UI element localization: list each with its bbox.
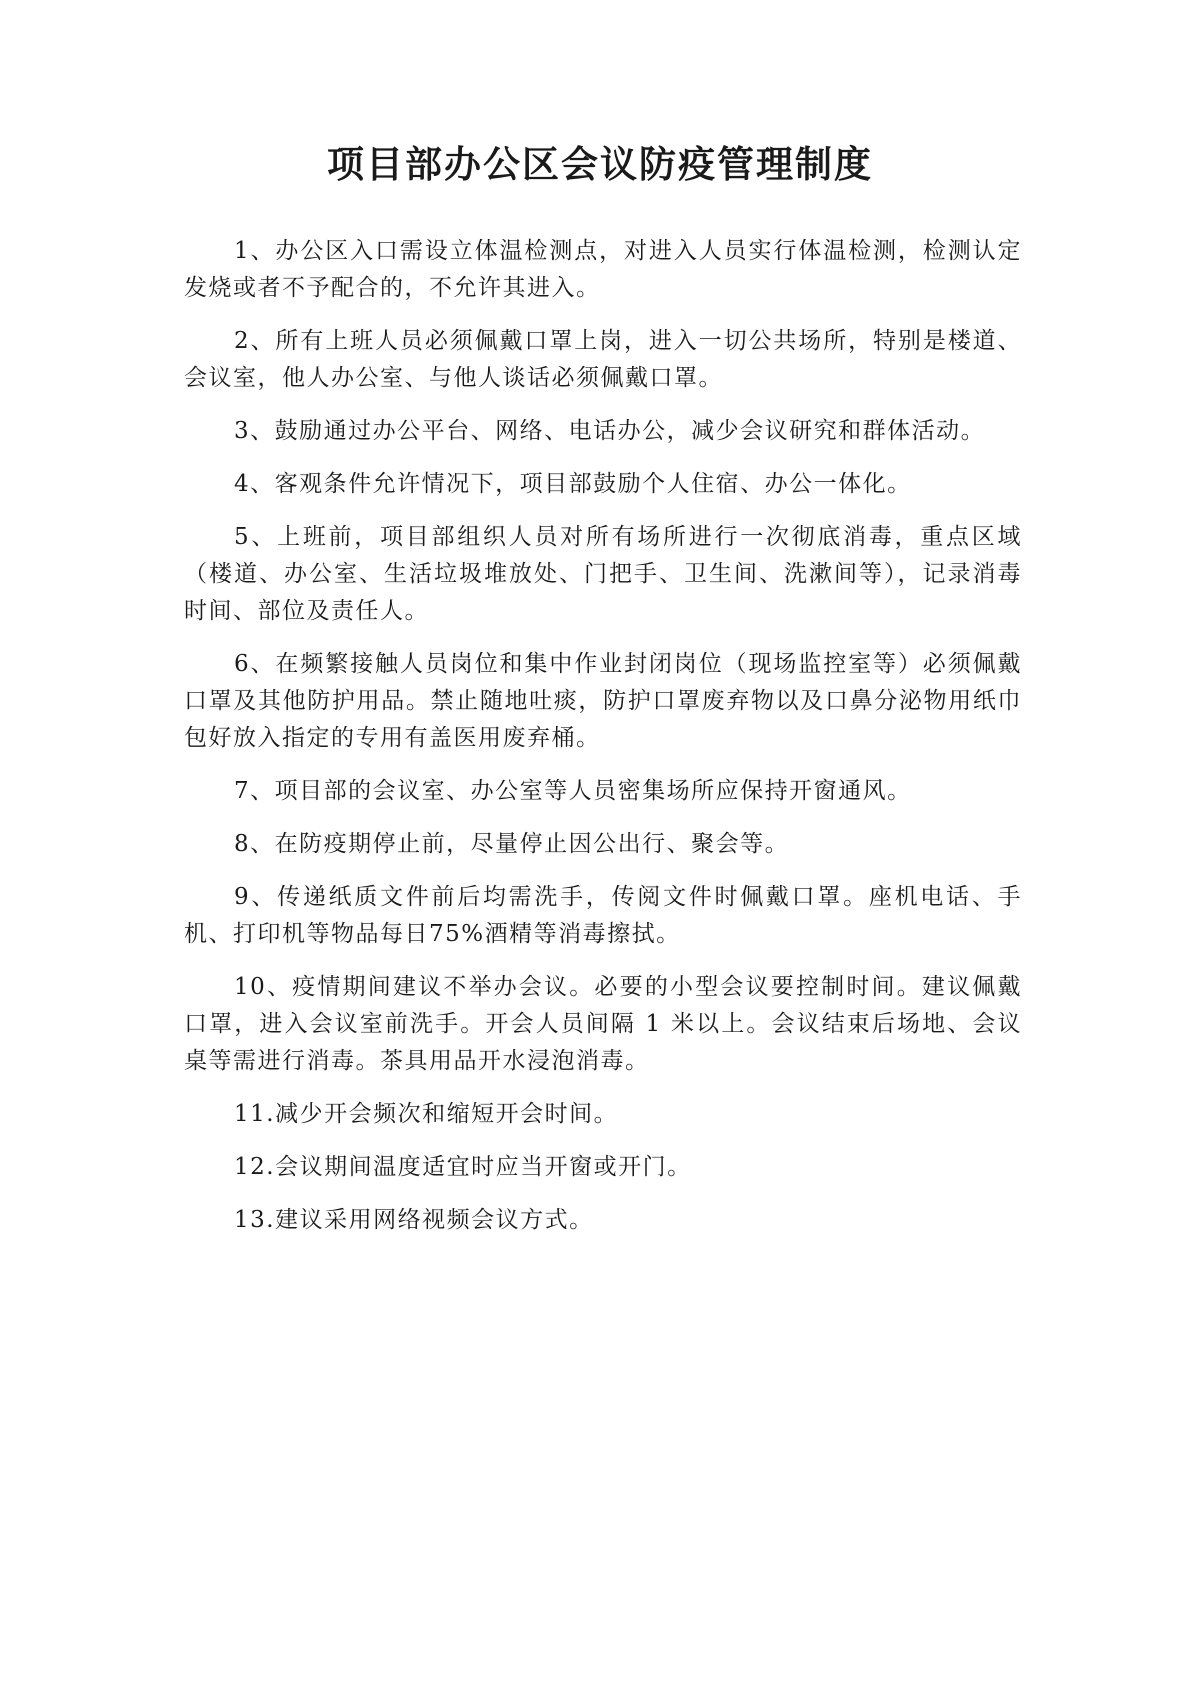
- regulation-item-12: 12.会议期间温度适宜时应当开窗或开门。: [234, 1154, 692, 1180]
- regulation-item-1: 1、办公区入口需设立体温检测点，对进入人员实行体温检测，检测认定发烧或者不予配合的，不允许其进入。: [184, 238, 1022, 301]
- regulation-item-11: 11.减少开会频次和缩短开会时间。: [234, 1101, 619, 1127]
- regulation-item-13: 13.建议采用网络视频会议方式。: [234, 1207, 594, 1233]
- regulation-item-5: 5、上班前，项目部组织人员对所有场所进行一次彻底消毒，重点区域（楼道、办公室、生活垃圾堆放处、门把手、卫生间、洗漱间等），记录消毒时间、部位及责任人。: [184, 524, 1022, 624]
- regulation-item-6: 6、在频繁接触人员岗位和集中作业封闭岗位（现场监控室等）必须佩戴口罩及其他防护用品。禁止随地吐痰，防护口罩废弃物以及口鼻分泌物用纸巾包好放入指定的专用有盖医用废弃桶。: [184, 651, 1022, 751]
- document-title: 项目部办公区会议防疫管理制度: [327, 142, 873, 186]
- regulation-item-9: 9、传递纸质文件前后均需洗手，传阅文件时佩戴口罩。座机电话、手机、打印机等物品每日75%酒精等消毒擦拭。: [184, 884, 1022, 947]
- regulation-item-2: 2、所有上班人员必须佩戴口罩上岗，进入一切公共场所，特别是楼道、会议室，他人办公室、与他人谈话必须佩戴口罩。: [184, 328, 1022, 391]
- regulation-item-8: 8、在防疫期停止前，尽量停止因公出行、聚会等。: [234, 831, 790, 857]
- regulation-item-4: 4、客观条件允许情况下，项目部鼓励个人住宿、办公一体化。: [234, 471, 912, 497]
- regulation-item-10: 10、疫情期间建议不举办会议。必要的小型会议要控制时间。建议佩戴口罩，进入会议室前洗手。开会人员间隔 1 米以上。会议结束后场地、会议桌等需进行消毒。茶具用品开水浸泡消毒。: [184, 974, 1022, 1074]
- regulation-list: [184, 233, 1022, 1255]
- regulation-item-7: 7、项目部的会议室、办公室等人员密集场所应保持开窗通风。: [234, 778, 912, 804]
- regulation-item-3: 3、鼓励通过办公平台、网络、电话办公，减少会议研究和群体活动。: [234, 418, 986, 444]
